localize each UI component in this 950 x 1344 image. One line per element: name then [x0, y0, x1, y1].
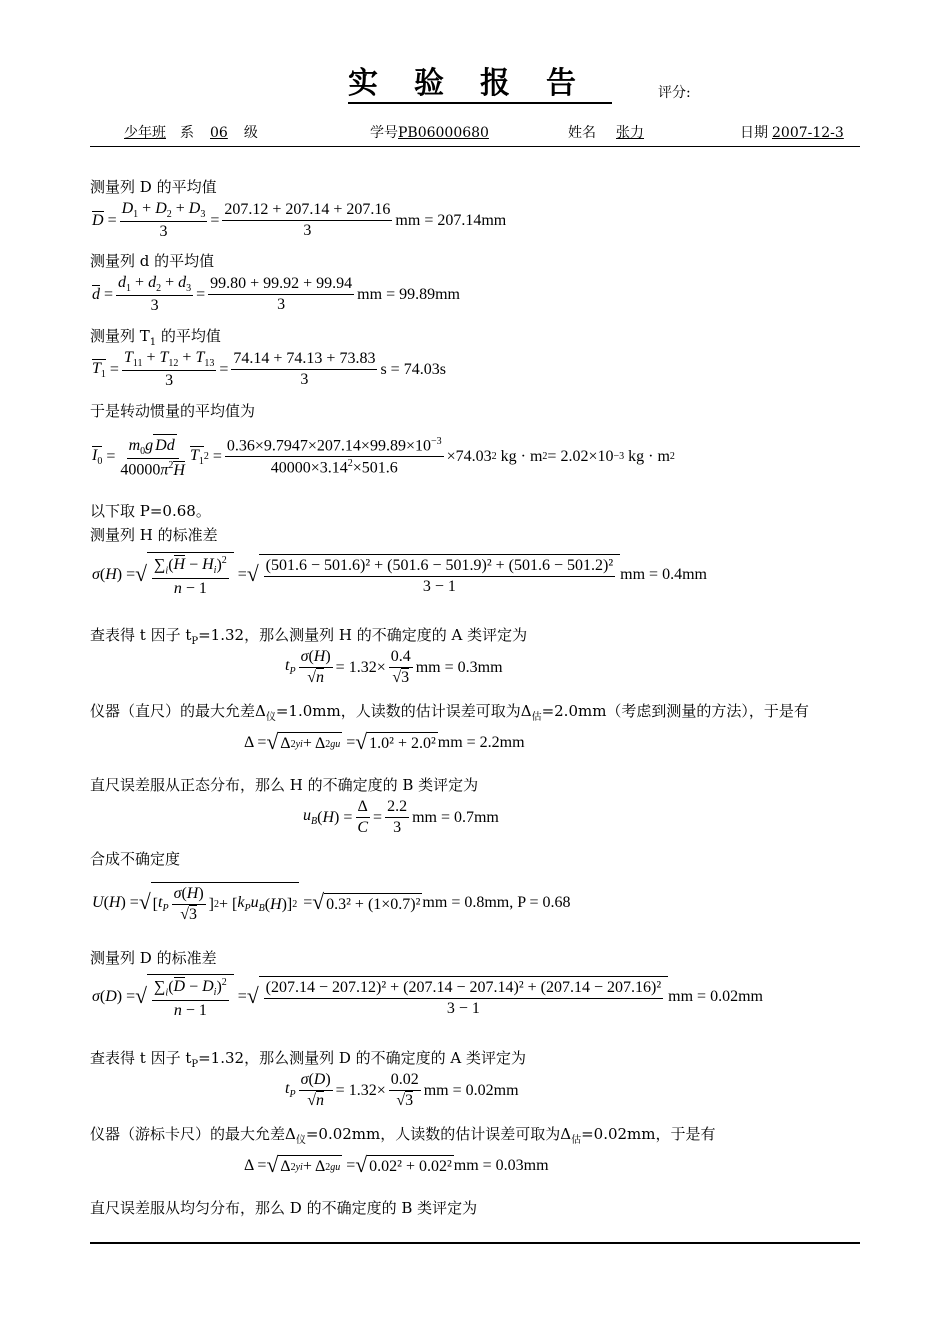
- eq-typeB-H: $u_B$ ( H ) = $\frac{\Delta}{C}$ = $\frac{2.2}{3}$ mm = 0.7mm: [303, 798, 499, 836]
- eq-d-mean: d = $\frac{d_1 + d_2 + d_3}{3}$ = $\frac{99.80 + 99.92 + 99.94}{3}$ mm = 99.89mm: [92, 274, 460, 315]
- footer-rule: [90, 1242, 860, 1244]
- date-field: 日期 2007-12-3: [740, 122, 866, 142]
- page-title: 实验报告: [348, 66, 612, 104]
- name-field: 姓名 张力: [568, 122, 668, 142]
- student-id: PB06000680: [398, 125, 489, 141]
- text-d-mean-label: 测量列 D 的平均值: [90, 178, 217, 196]
- eq-T1-mean: $T_1$ = $\frac{T_{11} + T_{12} + T_{13}}{3}$ = $\frac{74.14 + 74.13 + 73.83}{3}$ s = 74.03s: [92, 349, 446, 390]
- class-name: 少年班: [124, 125, 166, 141]
- score-label: 评分:: [658, 85, 691, 101]
- student-name: 张力: [616, 125, 644, 141]
- text-h-typeB-label: 直尺误差服从正态分布，那么 H 的不确定度的 B 类评定为: [90, 776, 479, 794]
- text-h-std-label: 测量列 H 的标准差: [90, 526, 218, 544]
- eq-inertia: $I_0$ = $m_0g$ Dd $40000\pi^2H$ $T_1$ 2 = $\frac{0.36\times 9.7947\times 207.14\times 99.89\times 10^{-3}}{40000\times 3.14^2\times 501.6}$ ×74.03 2 kg · m 2 = 2.02×10 −3 kg · m 2: [92, 435, 675, 479]
- text-t1-mean-label: 测量列 $T_1$ 的平均值: [90, 327, 221, 348]
- eq-delta-D: Δ = √ Δ 2 yi + Δ 2 gu = √ 0.02² + 0.02² mm = 0.03mm: [244, 1153, 549, 1177]
- eq-D-mean: D = $\frac{D_1 + D_2 + D_3}{3}$ = $\frac{207.12 + 207.14 + 207.16}{3}$ mm = 207.14mm: [92, 200, 507, 241]
- eq-sigma-D: σ ( D ) = √ $\frac{\sum_i(D - D_i)^2}{n - 1}$ = √ $\frac{\text{(207.14 − 207.12)² + (207.14 − 207.14)² + (207.14 − 207.16)²}}{3 - 1}$ mm = 0.02mm: [92, 974, 763, 1020]
- student-id-field: 学号PB06000680: [370, 122, 513, 142]
- text-d-typeB-label: 直尺误差服从均匀分布，那么 D 的不确定度的 B 类评定为: [90, 1199, 478, 1217]
- grade: 06: [210, 125, 228, 141]
- text-dd-mean-label: 测量列 d 的平均值: [90, 252, 215, 270]
- text-p-value: 以下取 P=0.68。: [90, 502, 211, 520]
- eq-delta-H: Δ = √ Δ 2 yi + Δ 2 gu = √ 1.0² + 2.0² mm = 2.2mm: [244, 730, 525, 754]
- date: 2007-12-3: [772, 125, 844, 141]
- text-d-std-label: 测量列 D 的标准差: [90, 949, 217, 967]
- text-inertia-label: 于是转动惯量的平均值为: [90, 402, 256, 420]
- text-caliper-tolerance: 仪器（游标卡尺）的最大允差$\Delta_仪=0.02mm$，人读数的估计误差可取为$\Delta_估=0.02mm$，于是有: [90, 1125, 716, 1146]
- eq-typeA-H: $t_P$ $\frac{\sigma(H)}{√n}$ = 1.32× $\frac{0.4}{√3}$ mm = 0.3mm: [285, 648, 503, 686]
- class-field: 少年班 系 06 级: [90, 122, 258, 142]
- header-rule: [90, 146, 860, 147]
- text-d-typeA-label: 查表得 t 因子 $t_P=1.32$，那么测量列 D 的不确定度的 A 类评定为: [90, 1049, 527, 1070]
- text-h-typeA-label: 查表得 t 因子 $t_P=1.32$，那么测量列 H 的不确定度的 A 类评定为: [90, 626, 528, 647]
- text-combined-label: 合成不确定度: [90, 850, 181, 868]
- eq-sigma-H: σ ( H ) = √ $\frac{\sum_i(H - H_i)^2}{n - 1}$ = √ $\frac{\text{(501.6 − 501.6)² + (501.6 − 501.9)² + (501.6 − 501.2)²}}{3 - 1}$ mm = 0.4mm: [92, 552, 707, 598]
- eq-combined-H: U ( H ) = √ [ $t_P$ $\frac{\sigma(H)}{√3}$ ] 2 + [ $k_Pu_B$ ( H )] 2 = √ 0.3² + (1×0.7)² mm = 0.8mm, P = 0.68: [92, 882, 571, 924]
- text-ruler-tolerance: 仪器（直尺）的最大允差$\Delta_仪=1.0mm$，人读数的估计误差可取为$\Delta_估=2.0mm$（考虑到测量的方法），于是有: [90, 702, 809, 723]
- eq-typeA-D: $t_P$ $\frac{\sigma(D)}{√n}$ = 1.32× $\frac{0.02}{√3}$ mm = 0.02mm: [285, 1071, 519, 1109]
